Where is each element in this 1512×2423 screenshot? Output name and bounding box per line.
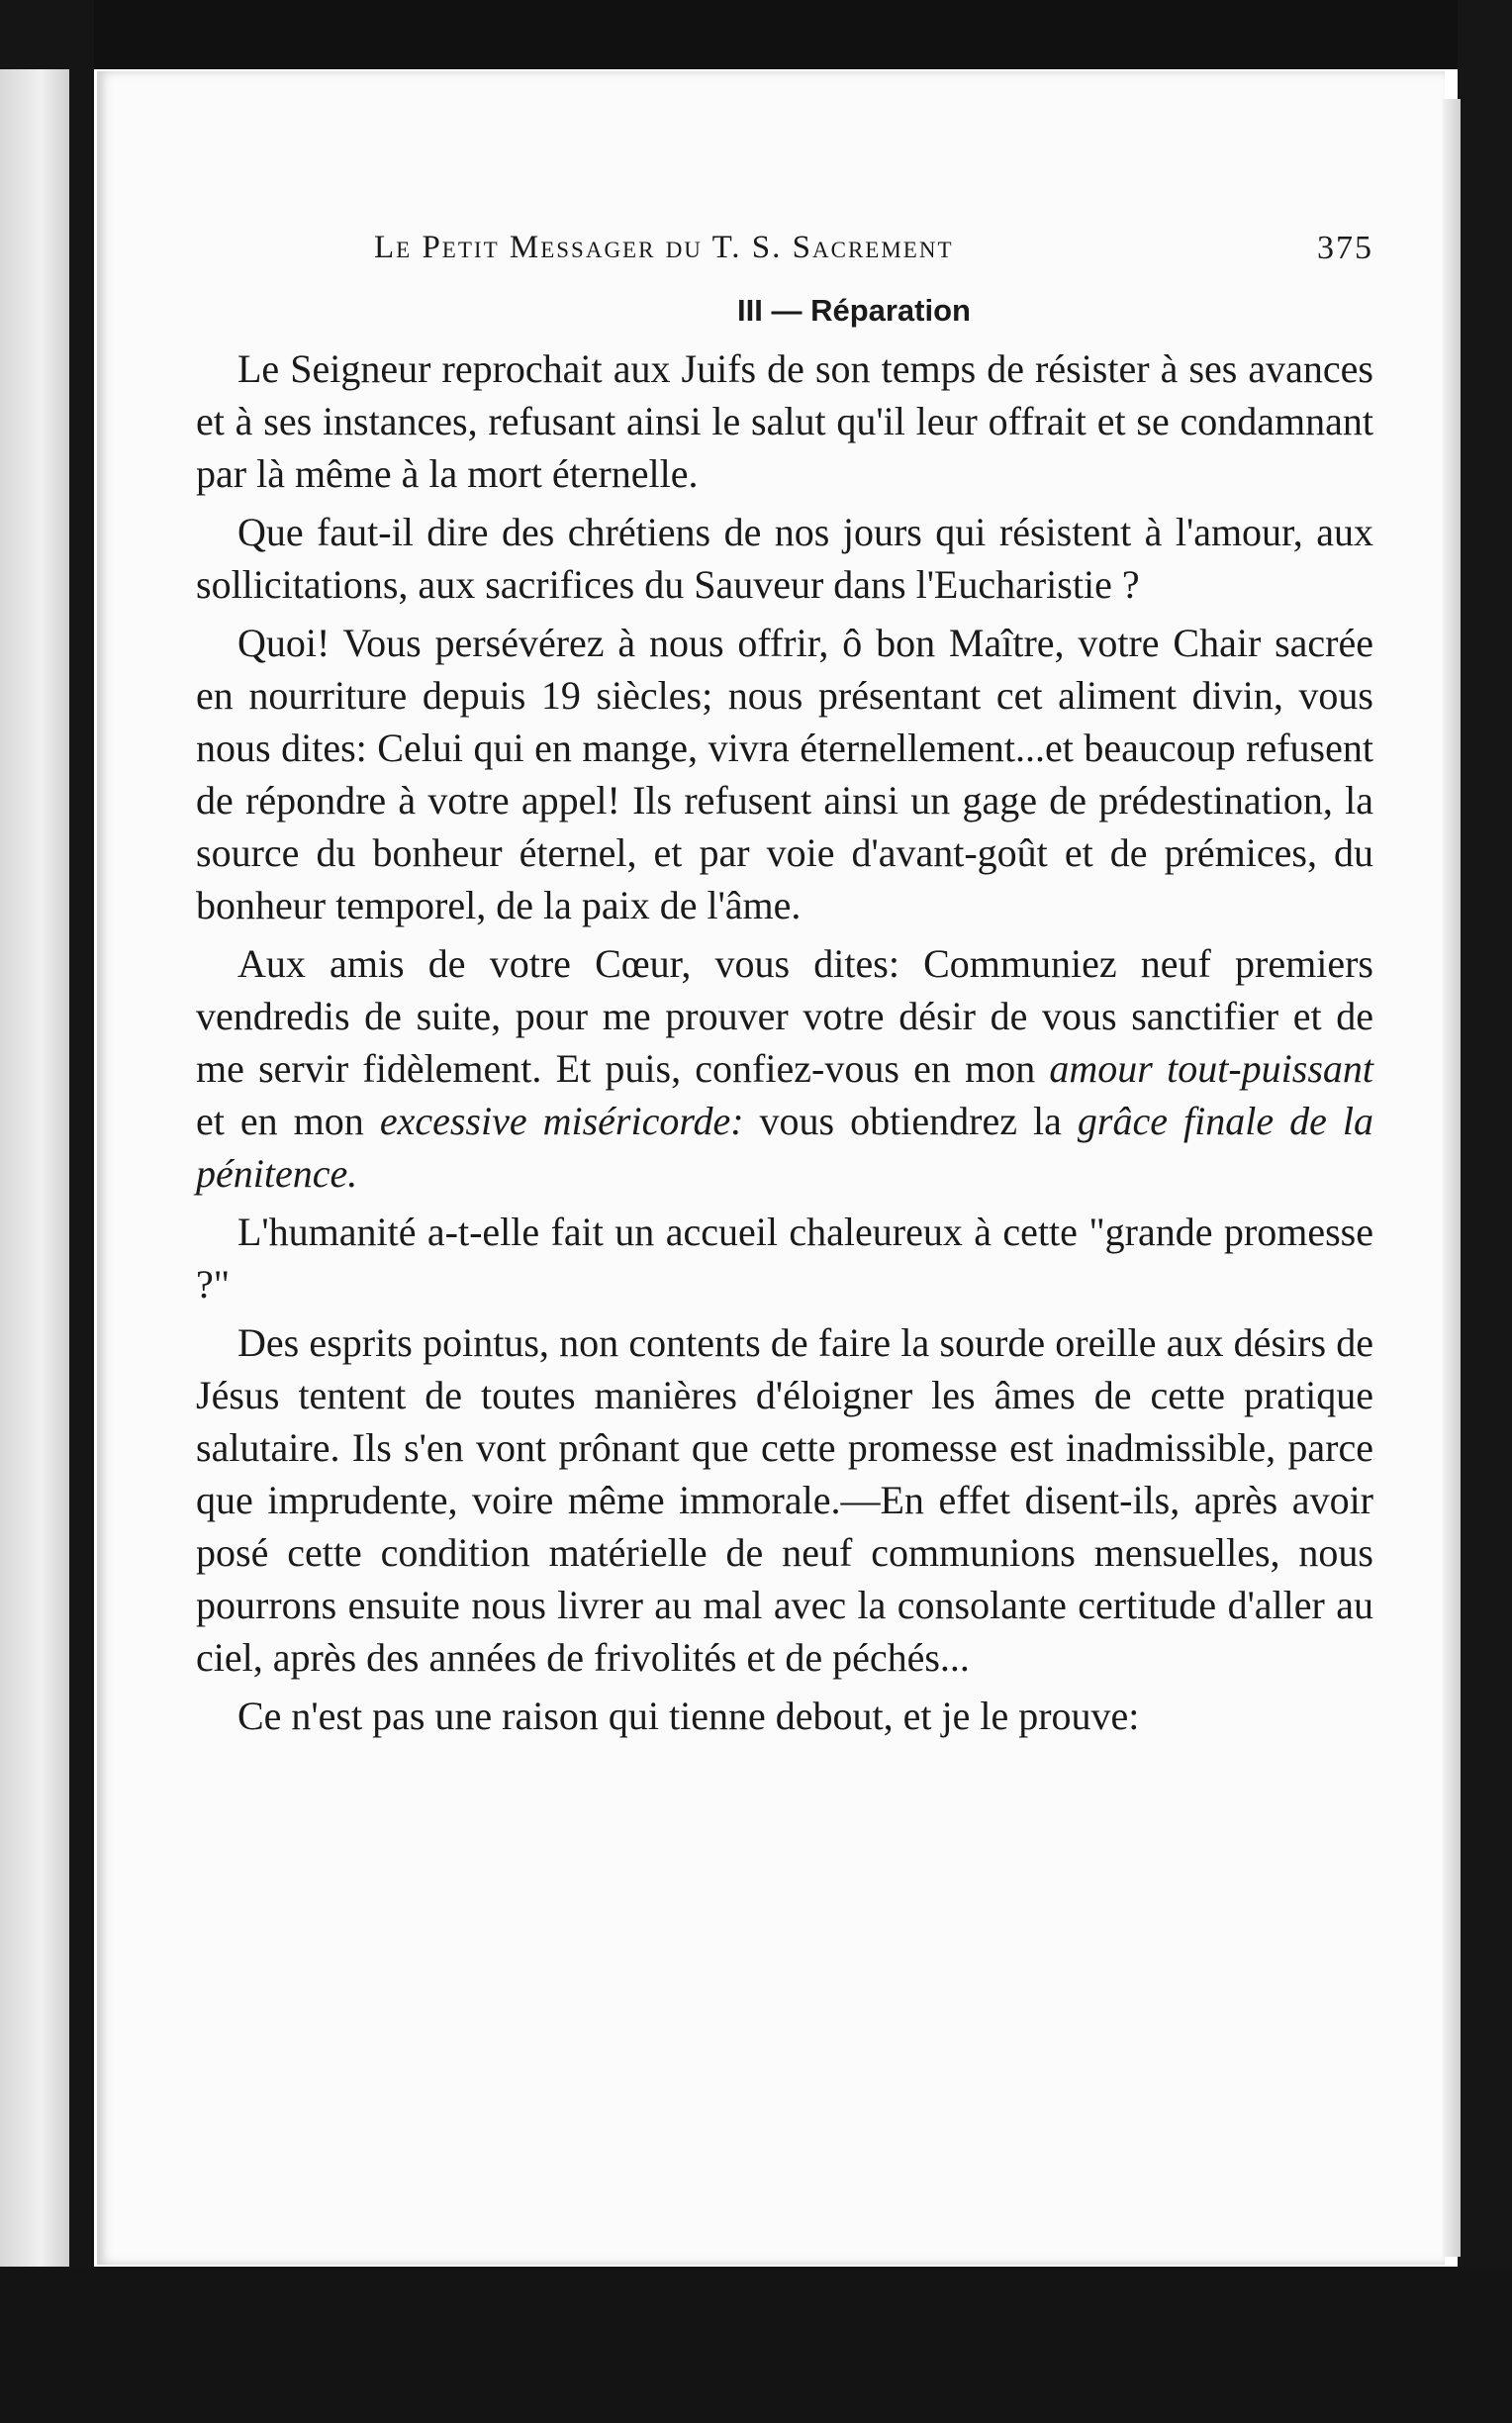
paragraph-7: Ce n'est pas une raison qui tienne debout, et je le prouve: [237,1694,1140,1738]
paragraph-4-emphasis-2: excessive miséricorde: [379,1099,744,1143]
page-content [196,230,1373,1748]
film-border-top [0,0,1512,69]
page-edge-right [1443,99,1461,2257]
running-title: Le Petit Messager du T. S. Sacrement [374,230,954,265]
section-heading: III — Réparation [737,293,971,328]
paragraph-3: Quoi! Vous persévérez à nous offrir, ô bon Maître, votre Chair sacrée en nourriture depuis 19 siècles; nous présentant cet aliment divin, vous nous dites: Celui qui en mange, vivra éternellement...et beaucoup refusent de répondre à votre appel! Ils refusent ainsi un gage de prédestination, la source du bonheur éternel, et par voie d'avant-goût et de prémices, du bonheur temporel, de la paix de l'âme. [196,621,1373,927]
previous-page-edge [0,69,69,2423]
paragraph-6: Des esprits pointus, non contents de faire la sourde oreille aux désirs de Jésus tentent de toutes manières d'éloigner les âmes de cette pratique salutaire. Ils s'en vont prônant que cette promesse est inadmissible, parce que imprudente, voire même immorale.—En effet disent-ils, après avoir posé cette condition matérielle de neuf communions mensuelles, nous pourrons ensuite nous livrer au mal avec la consolante certitude d'aller au ciel, après des années de frivolités et de péchés... [196,1320,1373,1680]
running-head [196,230,1373,289]
paragraph-4-text-2: et en mon [196,1099,380,1143]
film-border-right [1458,0,1512,2423]
paragraph-1: Le Seigneur reprochait aux Juifs de son temps de résister à ses avances et à ses instances, refusant ainsi le salut qu'il leur offrait et se condamnant par là même à la mort éternelle. [196,346,1373,496]
paragraph-4-emphasis-1: amour tout-puissant [1049,1046,1374,1091]
book-page [97,71,1445,2265]
paragraph-4-emphasis-3: grâce finale de la pénitence. [196,1099,1374,1196]
paragraph-4-text-3: vous obtiendrez la [743,1099,1078,1143]
paragraph-2: Que faut-il dire des chrétiens de nos jours qui résistent à l'amour, aux sollicitations, aux sacrifices du Sauveur dans l'Eucharistie ? [196,510,1373,607]
film-border-bottom [0,2267,1512,2423]
paragraph-5: L'humanité a-t-elle fait un accueil chaleureux à cette "grande promesse ?" [196,1210,1373,1307]
paragraph-4 [196,937,1373,1200]
paragraph-4-text-1: Aux amis de votre Cœur, vous dites: Communiez neuf premiers vendredis de suite, pour me prouver votre désir de vous sanctifier et de me servir fidèlement. Et puis, confiez-vous en mon [196,941,1373,1091]
page-number: 375 [1317,230,1373,266]
